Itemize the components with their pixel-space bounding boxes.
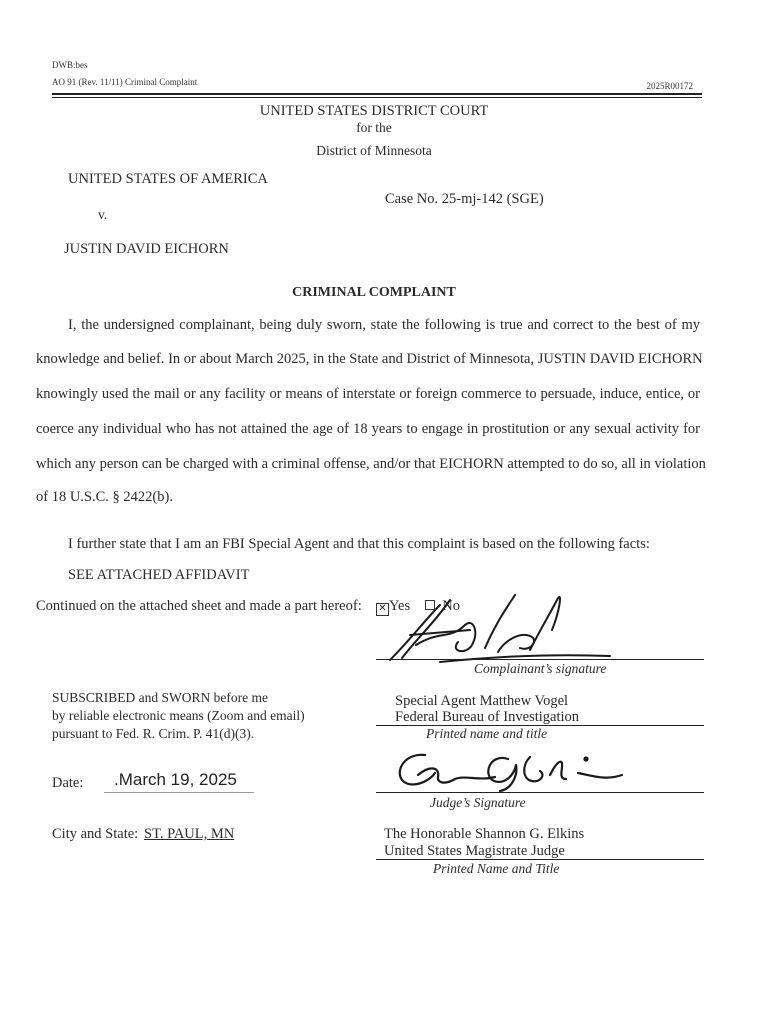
header-rule-thin: [52, 97, 702, 98]
defendant-name: JUSTIN DAVID EICHORN: [64, 241, 229, 257]
complainant-signature-line: [376, 659, 704, 660]
complainant-agency: Federal Bureau of Investigation: [395, 709, 580, 725]
court-name: UNITED STATES DISTRICT COURT: [259, 103, 489, 119]
judge-name-line: [376, 859, 704, 860]
judge-signature-caption: Judge’s Signature: [430, 795, 526, 810]
versus-label: v.: [98, 207, 108, 222]
continued-label: Continued on the attached sheet and made a part hereof:: [36, 598, 362, 614]
city-state-value: ST. PAUL, MN: [144, 826, 235, 842]
complainant-signature-caption: Complainant’s signature: [474, 661, 607, 676]
court-for-the: for the: [356, 120, 392, 135]
header-rule: [52, 93, 702, 95]
preparer-initials: DWB:bes: [52, 60, 88, 70]
body-line-3: knowingly used the mail or any facility or means of interstate or foreign commerce to persuade, induce, entice, or: [36, 386, 700, 402]
sworn-line-1: SUBSCRIBED and SWORN before me: [52, 690, 268, 705]
judge-name: The Honorable Shannon G. Elkins: [384, 826, 585, 842]
date-label: Date:: [52, 775, 84, 791]
see-attached-affidavit: SEE ATTACHED AFFIDAVIT: [68, 567, 250, 583]
no-label: No: [442, 598, 460, 614]
further-statement: I further state that I am an FBI Special Agent and that this complaint is based on the following facts:: [68, 536, 650, 552]
body-line-2: knowledge and belief. In or about March 2025, in the State and District of Minnesota, JUSTIN DAVID EICHORN: [36, 351, 703, 367]
body-line-5: which any person can be charged with a criminal offense, and/or that EICHORN attempted to do so, all in violation: [36, 456, 706, 472]
body-line-1: I, the undersigned complainant, being duly sworn, state the following is true and correct to the best of my: [68, 317, 700, 333]
plaintiff-name: UNITED STATES OF AMERICA: [68, 171, 268, 187]
sworn-line-2: by reliable electronic means (Zoom and email): [52, 708, 305, 723]
yes-label: Yes: [389, 598, 411, 614]
court-district: District of Minnesota: [316, 143, 432, 158]
complainant-printed-caption: Printed name and title: [426, 726, 548, 741]
sworn-line-3: pursuant to Fed. R. Crim. P. 41(d)(3).: [52, 726, 255, 741]
complainant-name: Special Agent Matthew Vogel: [395, 693, 569, 709]
file-number: 2025R00172: [646, 81, 693, 91]
document-title: CRIMINAL COMPLAINT: [292, 285, 456, 300]
body-line-6: of 18 U.S.C. § 2422(b).: [36, 489, 173, 505]
body-line-4: coerce any individual who has not attained the age of 18 years to engage in prostitution or any sexual activity for: [36, 421, 700, 437]
complainant-signature-image: [380, 590, 620, 670]
date-line: [104, 792, 254, 793]
yes-checkbox-checked[interactable]: ✕: [376, 603, 389, 616]
date-value: .March 19, 2025: [114, 770, 237, 789]
case-number: Case No. 25-mj-142 (SGE): [385, 191, 544, 207]
form-code: AO 91 (Rev. 11/11) Criminal Complaint: [52, 77, 198, 87]
judge-signature-image: [390, 745, 630, 795]
judge-title: United States Magistrate Judge: [384, 843, 565, 859]
judge-signature-line: [376, 792, 704, 793]
city-state-label: City and State:: [52, 826, 139, 842]
judge-printed-caption: Printed Name and Title: [433, 861, 560, 876]
